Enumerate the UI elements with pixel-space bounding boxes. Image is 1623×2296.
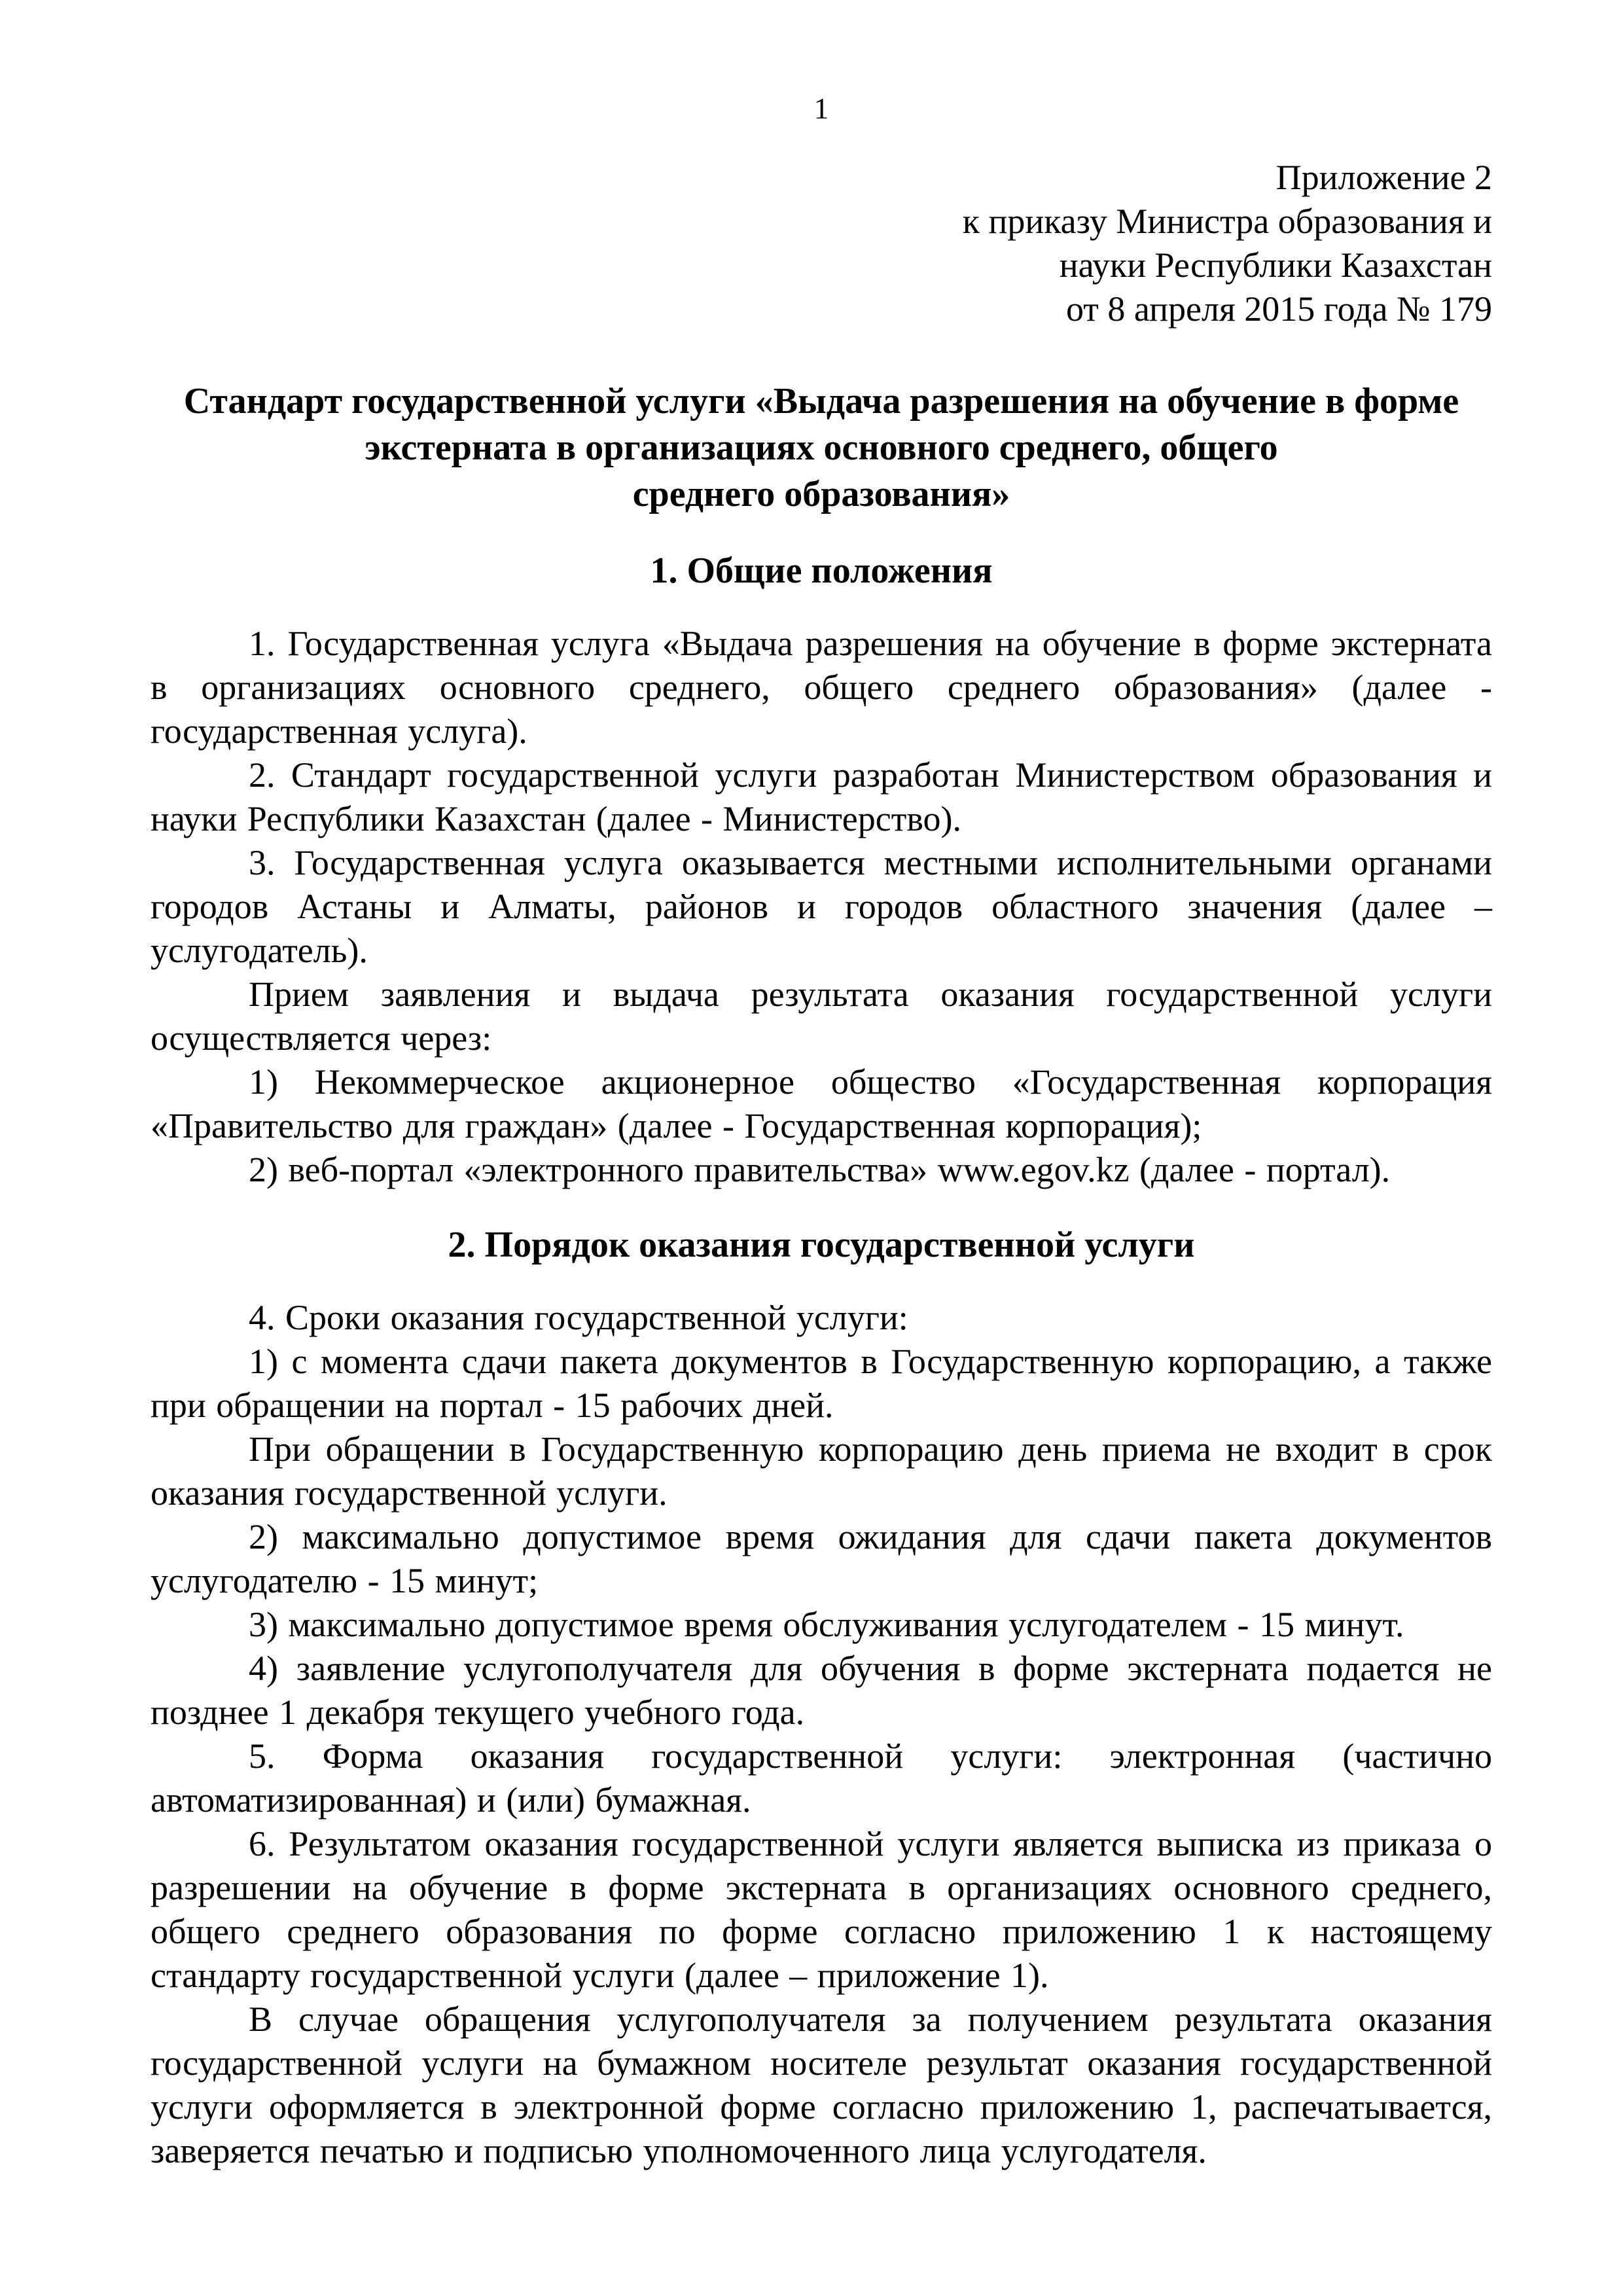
annex-reference-block	[151, 156, 1492, 331]
paragraph: 3) максимально допустимое время обслуживания услугодателем - 15 минут.	[249, 1605, 1404, 1644]
paragraph: 2. Стандарт государственной услуги разработан Министерством образования и науки Республики Казахстан (далее - Министерство).	[151, 755, 1492, 838]
paragraph: Прием заявления и выдача результата оказания государственной услуги осуществляется через:	[151, 975, 1492, 1058]
paragraph: 5. Форма оказания государственной услуги: электронная (частично автоматизированная) и (или) бумажная.	[151, 1736, 1492, 1820]
paragraph: 4) заявление услугополучателя для обучения в форме экстерната подается не позднее 1 декабря текущего учебного года.	[151, 1649, 1492, 1732]
annex-line: от 8 апреля 2015 года № 179	[1065, 289, 1492, 329]
paragraph: При обращении в Государственную корпорацию день приема не входит в срок оказания государственной услуги.	[151, 1429, 1492, 1513]
paragraph: 1) Некоммерческое акционерное общество «Государственная корпорация «Правительство для граждан» (далее - Государственная корпорация);	[151, 1062, 1492, 1145]
section-heading-service-procedure: 2. Порядок оказания государственной услуги	[448, 1225, 1195, 1265]
paragraph: 2) веб-портал «электронного правительства» www.egov.kz (далее - портал).	[249, 1150, 1391, 1189]
annex-line: к приказу Министра образования и	[962, 202, 1492, 241]
paragraph: 3. Государственная услуга оказывается местными исполнительными органами городов Астаны и Алматы, районов и городов областного значения (далее – услугодатель).	[151, 843, 1492, 970]
document-title	[151, 378, 1492, 518]
page-number: 1	[813, 92, 829, 125]
section-heading-general-provisions: 1. Общие положения	[650, 550, 993, 591]
paragraph: 4. Сроки оказания государственной услуги:	[249, 1298, 908, 1337]
paragraph: 1. Государственная услуга «Выдача разрешения на обучение в форме экстерната в организациях основного среднего, общего среднего образования» (далее - государственная услуга).	[151, 624, 1492, 751]
title-line: среднего образования»	[632, 474, 1010, 514]
paragraph: 6. Результатом оказания государственной услуги является выписка из приказа о разрешении на обучение в форме экстерната в организациях основного среднего, общего среднего образования по форме согласно приложению 1 к настоящему стандарту государственной услуги (далее – приложение 1).	[151, 1824, 1492, 1995]
paragraph: 1) с момента сдачи пакета документов в Государственную корпорацию, а также при обращении на портал - 15 рабочих дней.	[151, 1342, 1492, 1425]
annex-line: науки Республики Казахстан	[1059, 245, 1492, 285]
paragraph: 2) максимально допустимое время ожидания для сдачи пакета документов услугодателю - 15 минут;	[151, 1517, 1492, 1600]
annex-line: Приложение 2	[1275, 158, 1492, 197]
title-line: Стандарт государственной услуги «Выдача разрешения на обучение в форме	[183, 381, 1459, 422]
title-line: экстерната в организациях основного среднего, общего	[365, 427, 1278, 468]
paragraph: В случае обращения услугополучателя за получением результата оказания государственной услуги на бумажном носителе результат оказания государственной услуги оформляется в электронной форме согласно приложению 1, распечатывается, заверяется печатью и подписью уполномоченного лица услугодателя.	[151, 2000, 1492, 2170]
